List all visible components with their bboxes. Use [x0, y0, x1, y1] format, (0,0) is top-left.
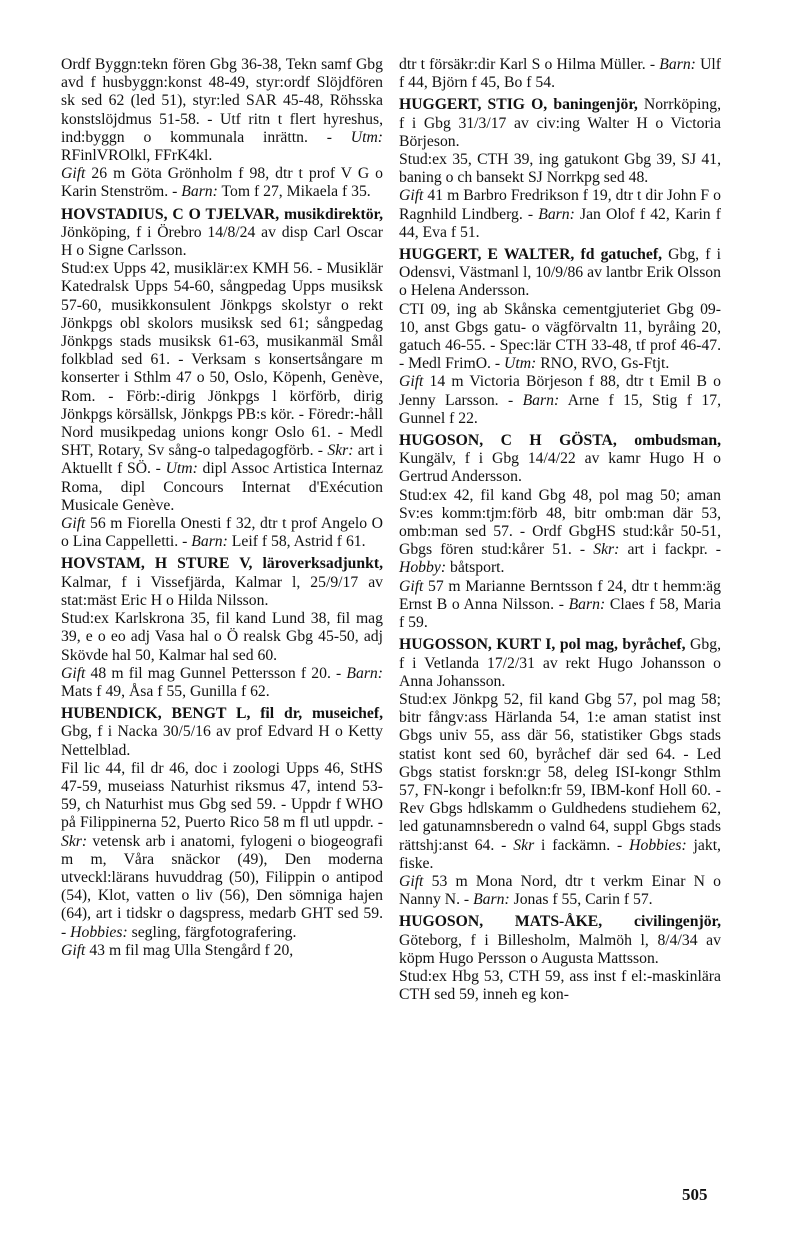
entry-body: Stud:ex Upps 42, musiklär:ex KMH 56. - Musiklär Katedralsk Upps 54-60, sångpedag Upps musiksk 57-60, musikkonsulent Jönkpgs skolstyr o rekt Jönkpgs obl skolors musiksk sed 61; sångpedag Jönkpgs stads musiksk 61-63, musikanmäl Smål folkblad sed 61. - Verksam s konsertsångare m konserter i Sthlm 47 o 50, Oslo, Köpenh, Genève, Rom. - Förb:-dirig Jönkpgs l körförb, dirig Jönkpgs körsällsk, Jönkpgs PB:s kör. - Föredr:-håll Nord musikpedag unions kongr Oslo 61. - Medl SHT, Rotary, Sv sång-o talpedagogförb. - Skr: art i Aktuellt f SÖ. - Utm: dipl Assoc Artistica Internaz Roma, dipl Concours Internat d'Exécution Musicale Genève.	[61, 260, 384, 514]
entry-name: HOVSTADIUS, C O TJELVAR,	[61, 205, 280, 223]
entry-body: Stud:ex Karlskrona 35, fil kand Lund 38, fil mag 39, e o eo adj Vasa hal o Ö realsk Gbg 45-50, adj Skövde hal 50, Kalmar hal sed 60.	[61, 610, 383, 664]
entry-family: Gift 53 m Mona Nord, dtr t verkm Einar N o Nanny N. - Barn: Jonas f 55, Carin f 57.	[399, 872, 721, 909]
entry-body: Stud:ex 35, CTH 39, ing gatukont Gbg 39, SJ 41, baning o ch bansekt SJ Norrkpg sed 48.	[399, 151, 721, 187]
label-gift: Gift	[61, 165, 86, 183]
entry-huggert-stig	[399, 96, 721, 242]
entry-family: Gift 57 m Marianne Berntsson f 24, dtr t hemm:äg Ernst B o Anna Nilsson. - Barn: Claes f 58, Maria f 59.	[399, 577, 721, 632]
label-hobbies: Hobbies:	[70, 923, 128, 941]
label-barn: Barn:	[568, 595, 606, 613]
entry-title: fil dr, museichef,	[250, 705, 384, 723]
label-barn: Barn:	[191, 533, 228, 551]
entry-body: Fil lic 44, fil dr 46, doc i zoologi Upps 46, StHS 47-59, museiass Naturhist riksmus 47, intend 53-59, ch Naturhist mus Gbg sed 59. - Uppdr f WHO på Filippinerna 52, Puerto Rico 58 m fl utl uppdr. - Skr: vetensk arb i anatomi, fylogeni o biogeografi m m, Våra snäckor (49), Den moderna utveckl:lärans huvuddrag (50), Filippin o antipod (54), Klot, vatten o liv (56), Den sömniga hajen (64), art i tidskr o dagspress, medarb GHT sed 59. - Hobbies: segling, färgfotografering.	[61, 759, 383, 941]
label-barn: Barn:	[522, 391, 560, 409]
entry-hugoson-mats-ake	[399, 913, 721, 1004]
entry-body: CTI 09, ing ab Skånska cementgjuteriet Gbg 09-10, anst Gbgs gatu- o vägförvaltn 11, byråing 20, gatuch 46-55. - Spec:lär CTH 33-48, tf prof 46-47. - Medl FrimO. - Utm: RNO, RVO, Gs-Ftjt.	[399, 300, 721, 373]
entry-name: HUGOSON, MATS-ÅKE,	[399, 913, 603, 931]
label-gift: Gift	[61, 941, 86, 959]
entry-header: HUBENDICK, BENGT L, fil dr, museichef, Gbg, f i Nacka 30/5/16 av prof Edvard H o Ketty Nettelblad.	[61, 705, 384, 759]
entry-family: Gift 43 m fil mag Ulla Stengård f 20,	[61, 941, 294, 959]
label-gift: Gift	[399, 872, 424, 890]
label-gift: Gift	[399, 187, 424, 205]
entry-family: Gift 26 m Göta Grönholm f 98, dtr t prof V G o Karin Stenström. - Barn: Tom f 27, Mikaela f 35.	[61, 165, 383, 201]
label-skr: Skr:	[327, 442, 354, 460]
left-column	[61, 56, 383, 960]
entry-body: Stud:ex 42, fil kand Gbg 48, pol mag 50; aman Sv:es komm:tjm:förb 48, bitr omb:man där 53, omb:man sed 57. - Ordf GbgHS stud:kår 50-51, Gbgs fören stud:kårer 51. - Skr: art i fackpr. - Hobby: båtsport.	[399, 486, 722, 577]
label-hobby: Hobby:	[399, 559, 447, 577]
entry-name: HUGGERT, STIG O,	[399, 96, 548, 114]
entry-title: civilingenjör,	[602, 913, 721, 931]
entry-header: HOVSTADIUS, C O TJELVAR, musikdirektör, Jönköping, f i Örebro 14/8/24 av disp Carl Oscar H o Signe Carlsson.	[61, 205, 383, 260]
entry-name: HUGOSSON, KURT I,	[399, 636, 556, 654]
label-gift: Gift	[399, 373, 424, 391]
entry-continuation	[61, 56, 383, 202]
entry-header: HUGOSON, C H GÖSTA, ombudsman, Kungälv, f i Gbg 14/4/22 av kamr Hugo H o Gertrud Andersson.	[399, 432, 721, 486]
entry-title: ombudsman,	[616, 432, 721, 450]
entry-header: HOVSTAM, H STURE V, läroverksadjunkt, Kalmar, f i Vissefjärda, Kalmar l, 25/9/17 av stat:mäst Eric H o Hilda Nilsson.	[61, 555, 383, 609]
entry-title: pol mag, byråchef,	[555, 636, 686, 654]
entry-header: HUGOSSON, KURT I, pol mag, byråchef, Gbg, f i Vetlanda 17/2/31 av rekt Hugo Johansson o Anna Johansson.	[399, 636, 721, 690]
entry-hugoson-gosta	[399, 432, 721, 632]
right-column	[399, 56, 721, 1004]
entry-name: HUGGERT, E WALTER,	[399, 246, 575, 264]
entry-header: HUGGERT, STIG O, baningenjör, Norrköping, f i Gbg 31/3/17 av civ:ing Walter H o Victoria Börjeson.	[399, 96, 721, 150]
entry-family: Gift 14 m Victoria Börjeson f 88, dtr t Emil B o Jenny Larsson. - Barn: Arne f 15, Stig f 17, Gunnel f 22.	[399, 373, 721, 427]
label-utm: Utm:	[350, 128, 383, 146]
entry-hubendick	[61, 705, 383, 960]
entry-name: HUGOSON, C H GÖSTA,	[399, 432, 617, 450]
entry-title: baningenjör,	[547, 96, 638, 114]
entry-name: HOVSTAM, H STURE V,	[61, 555, 253, 573]
entry-family: Gift 56 m Fiorella Onesti f 32, dtr t prof Angelo O o Lina Cappelletti. - Barn: Leif f 58, Astrid f 61.	[61, 515, 383, 551]
entry-title: musikdirektör,	[279, 205, 383, 223]
label-skr: Skr:	[593, 541, 620, 559]
entry-title: läroverksadjunkt,	[252, 555, 383, 573]
label-barn: Barn:	[181, 183, 218, 201]
entry-huggert-walter	[399, 246, 721, 428]
entry-header: HUGOSON, MATS-ÅKE, civilingenjör, Göteborg, f i Billesholm, Malmöh l, 8/4/34 av köpm Hugo Persson o Augusta Mattsson.	[399, 913, 721, 967]
entry-family: Gift 41 m Barbro Fredrikson f 19, dtr t dir John F o Ragnhild Lindberg. - Barn: Jan Olof f 42, Karin f 44, Eva f 51.	[399, 187, 721, 241]
entry-hugosson-kurt	[399, 636, 721, 909]
entry-family: Gift 48 m fil mag Gunnel Pettersson f 20. - Barn: Mats f 49, Åsa f 55, Gunilla f 62.	[61, 664, 383, 700]
label-hobbies: Hobbies:	[629, 836, 687, 854]
entry-header: HUGGERT, E WALTER, fd gatuchef, Gbg, f i Odensvi, Västmanl l, 10/9/86 av lantbr Erik Olsson o Helena Andersson.	[399, 246, 721, 300]
entry-body: Ordf Byggn:tekn fören Gbg 36-38, Tekn samf Gbg avd f husbyggn:konst 48-49, styr:ordf Slöjdfören sk sed 62 (led 51), styr:led SAR 45-48, Röhsska konstslöjdmus 51-58. - Utf ritn t flert hyreshus, ind:byggn o kommunala inrättn. - Utm: RFinlVROlkl, FFrK4kl.	[61, 56, 383, 165]
page-number: 505	[682, 1185, 708, 1204]
label-utm: Utm:	[504, 355, 537, 373]
entry-name: HUBENDICK, BENGT L,	[61, 705, 251, 723]
entry-continuation	[399, 56, 721, 92]
entry-family: dtr t försäkr:dir Karl S o Hilma Müller. - Barn: Ulf f 44, Björn f 45, Bo f 54.	[399, 56, 721, 92]
label-gift: Gift	[399, 577, 424, 595]
label-utm: Utm:	[165, 460, 198, 478]
entry-body: Stud:ex Hbg 53, CTH 59, ass inst f el:-maskinlära CTH sed 59, inneh eg kon-	[399, 967, 721, 1004]
entry-body: Stud:ex Jönkpg 52, fil kand Gbg 57, pol mag 58; bitr fångv:ass Härlanda 54, 1:e aman statist inst Gbgs univ 55, ass där 56, statistiker Gbgs stads statist kont sed 60, byråchef där sed 64. - Led Gbgs statist forskn:gr 58, deleg ISI-kongr Sthlm 57, FN-kongr i befolkn:fr 59, IBM-konf Holl 60. - Rev Gbgs hdlskamm o Guldhedens studiehem 62, led gatunamnsberedn o valnd 64, suppl Gbgs stads rättshj:anst 64. - Skr i fackämn. - Hobbies: jakt, fiske.	[399, 690, 721, 872]
label-skr: Skr	[513, 836, 535, 854]
entry-title: fd gatuchef,	[574, 246, 663, 264]
label-barn: Barn:	[538, 205, 575, 223]
label-skr: Skr:	[61, 832, 88, 850]
entry-hovstadius	[61, 206, 383, 552]
entry-hovstam	[61, 555, 383, 701]
label-gift: Gift	[61, 515, 86, 533]
label-barn: Barn:	[659, 56, 696, 73]
label-barn: Barn:	[473, 891, 510, 909]
label-gift: Gift	[61, 664, 86, 682]
label-barn: Barn:	[346, 664, 383, 682]
